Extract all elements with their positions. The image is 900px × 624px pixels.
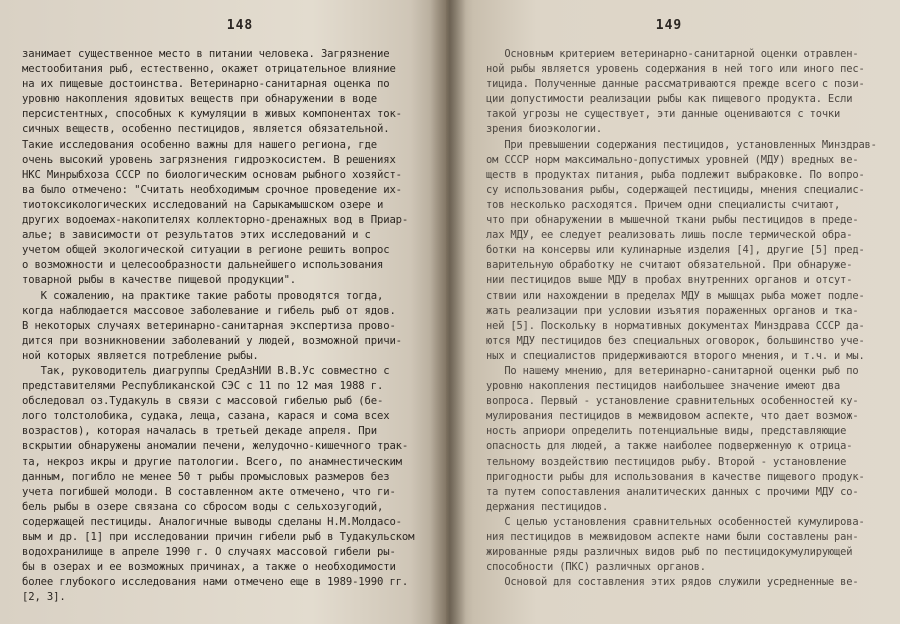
text-line: жать реализации при условии изъятия пораженных органов и тка- [486, 304, 859, 317]
text-line: ботки на консервы или кулинарные изделия [4], другие [5] пред- [486, 244, 865, 257]
text-line: ются МДУ пестицидов без специальных оговорок, большинство уче- [486, 334, 865, 347]
text-line: пригодности рыбы для использования в качестве пищевого продук- [486, 470, 865, 483]
text-line: вым и др. [1] при исследовании причин гибели рыб в Тудакульском [22, 531, 415, 543]
text-line: ции допустимости реализации рыбы как пищевого продукта. Если [486, 93, 853, 106]
text-line: сичных веществ, особенно пестицидов, является обязательной. [22, 123, 390, 136]
text-line: бель рыбы в озере связана со сбросом воды с сельхозугодий, [22, 500, 384, 513]
text-line: товарной рыбы в качестве пищевой продукции". [22, 274, 297, 287]
text-line: уровню накопления пестицидов наибольшее значение имеют два [486, 380, 841, 393]
text-line: С целью установления сравнительных особенностей кумулирова- [486, 515, 865, 528]
text-line: занимает существенное место в питании человека. Загрязнение [22, 48, 390, 60]
text-line: очень высокий уровень загрязнения гидроэкосистем. В решениях [22, 153, 396, 166]
text-line: вскрытии обнаружены аномалии печени, желудочно-кишечного трак- [22, 440, 409, 453]
text-line: При превышении содержания пестицидов, установленных Минздрав- [486, 138, 877, 151]
text-line: тельному воздействию пестицидов рыбу. Второй - установление [486, 455, 847, 468]
text-line: данным, погибло не менее 50 т рыбы промысловых размеров без [22, 470, 390, 483]
text-line: о возможности и целесообразности дальнейшего использования [22, 259, 384, 272]
text-line: возрастов), которая началась в третьей декаде апреля. При [22, 425, 377, 438]
right-page-text [486, 47, 882, 590]
text-line: более глубокого исследования нами отмечено еще в 1989-1990 гг. [22, 576, 409, 589]
text-line: когда наблюдается массовое заболевание и гибель рыб от ядов. [22, 304, 396, 317]
text-line: ствии или нахождении в пределах МДУ в мышцах рыба может подле- [486, 289, 865, 302]
text-line: [2, 3]. [22, 591, 66, 604]
right-page [446, 0, 900, 624]
left-page [0, 0, 446, 624]
text-line: ществ в продуктах питания, рыба подлежит выбраковке. По вопро- [486, 168, 865, 181]
text-line: жированные ряды различных видов рыб по пестицидокумулирующей [486, 546, 853, 559]
text-line: Основой для составления этих рядов служили усредненные ве- [486, 576, 859, 589]
left-page-text [22, 47, 438, 605]
text-line: учета погибшей молоди. В составленном акте отмечено, что ги- [22, 485, 396, 498]
text-line: ность априори определить потенциальные виды, представляющие [486, 425, 847, 438]
text-line: обследовал оз.Тудакуль в связи с массовой гибелью рыб (бе- [22, 395, 384, 408]
text-line: лого толстолобика, судака, леща, сазана, карася и сома всех [22, 410, 390, 423]
text-line: содержащей пестициды. Аналогичные выводы сделаны Н.М.Молдасо- [22, 515, 402, 528]
text-line: дится при возникновении заболеваний у людей, возможной причи- [22, 334, 402, 347]
text-line: тицида. Полученные данные рассматриваются прежде всего с пози- [486, 78, 865, 91]
text-line: НКС Минрыбхоза СССР по биологическим основам рыбного хозяйст- [22, 168, 402, 181]
text-line: держания пестицидов. [486, 500, 609, 513]
text-line: ва было отмечено: "Считать необходимым срочное проведение их- [22, 183, 402, 196]
text-line: В некоторых случаях ветеринарно-санитарная экспертиза прово- [22, 319, 396, 332]
text-line: опасность для людей, а также наиболее подверженную к отрица- [486, 440, 853, 453]
text-line: су использования рыбы, содержащей пестициды, мнения специалис- [486, 183, 865, 196]
text-line: способности (ПКС) различных органов. [486, 561, 706, 574]
text-line: местообитания рыб, естественно, окажет отрицательное влияние [22, 63, 396, 76]
text-line: представителями Республиканской СЭС с 11 по 12 мая 1988 г. [22, 380, 384, 393]
text-line: других водоемах-накопителях коллекторно-дренажных вод в Приар- [22, 214, 409, 227]
text-line: учетом общей экологической ситуации в регионе решить вопрос [22, 244, 390, 257]
page-number-right: 149 [655, 18, 683, 33]
page-number-left: 148 [226, 18, 254, 33]
text-line: алье; в зависимости от результатов этих исследований и с [22, 229, 371, 242]
text-line: вопроса. Первый - установление сравнительных особенностей ку- [486, 395, 859, 408]
text-line: Так, руководитель диагруппы СредАзНИИ В.В.Ус совместно с [22, 364, 390, 377]
text-line: варительную обработку не считают обязательной. При обнаруже- [486, 259, 853, 272]
text-line: тов несколько расходятся. Причем одни специалисты считают, [486, 198, 841, 211]
text-line: зрения биоэкологии. [486, 123, 603, 136]
text-line: нии пестицидов выше МДУ в пробах внутренних органов и отсут- [486, 274, 853, 287]
text-line: мулирования пестицидов в межвидовом аспекте, что дает возмож- [486, 410, 859, 423]
text-line: К сожалению, на практике такие работы проводятся тогда, [22, 289, 384, 302]
text-line: ной рыбы является уровень содержания в ней того или иного пес- [486, 63, 865, 76]
text-line: такой угрозы не существует, эти данные оцениваются с точки [486, 108, 841, 121]
text-line: ом СССР норм максимально-допустимых уровней (МДУ) вредных ве- [486, 153, 859, 166]
text-line: Такие исследования особенно важны для нашего региона, где [22, 138, 377, 151]
text-line: Основным критерием ветеринарно-санитарной оценки отравлен- [486, 48, 859, 60]
text-line: тиотоксикологических исследований на Сарыкамышском озере и [22, 198, 384, 211]
text-line: ней [5]. Поскольку в нормативных документах Минздрава СССР да- [486, 319, 865, 332]
text-line: уровню накопления ядовитых веществ при обнаружении в воде [22, 93, 377, 106]
text-line: лах МДУ, ее следует реализовать лишь после термической обра- [486, 229, 853, 242]
text-line: персистентных, способных к кумуляции в живых компонентах ток- [22, 108, 402, 121]
text-line: водохранилище в апреле 1990 г. О случаях массовой гибели ры- [22, 546, 396, 559]
text-line: По нашему мнению, для ветеринарно-санитарной оценки рыб по [486, 364, 859, 377]
text-line: ния пестицидов в межвидовом аспекте нами были составлены ран- [486, 531, 859, 543]
text-line: на их пищевые достоинства. Ветеринарно-санитарная оценка по [22, 78, 390, 91]
text-line: ных и специалистов придерживаются второго мнения, и т.ч. и мы. [486, 349, 865, 362]
text-line: та путем сопоставления аналитических данных с прочими МДУ со- [486, 485, 859, 498]
text-line: та, некроз икры и другие патологии. Всего, по анамнестическим [22, 455, 402, 468]
text-line: что при обнаружении в мышечной ткани рыбы пестицидов в преде- [486, 214, 859, 227]
text-line: бы в озерах и ее возможных причинах, а также о необходимости [22, 561, 396, 574]
text-line: ной которых является потребление рыбы. [22, 349, 259, 362]
